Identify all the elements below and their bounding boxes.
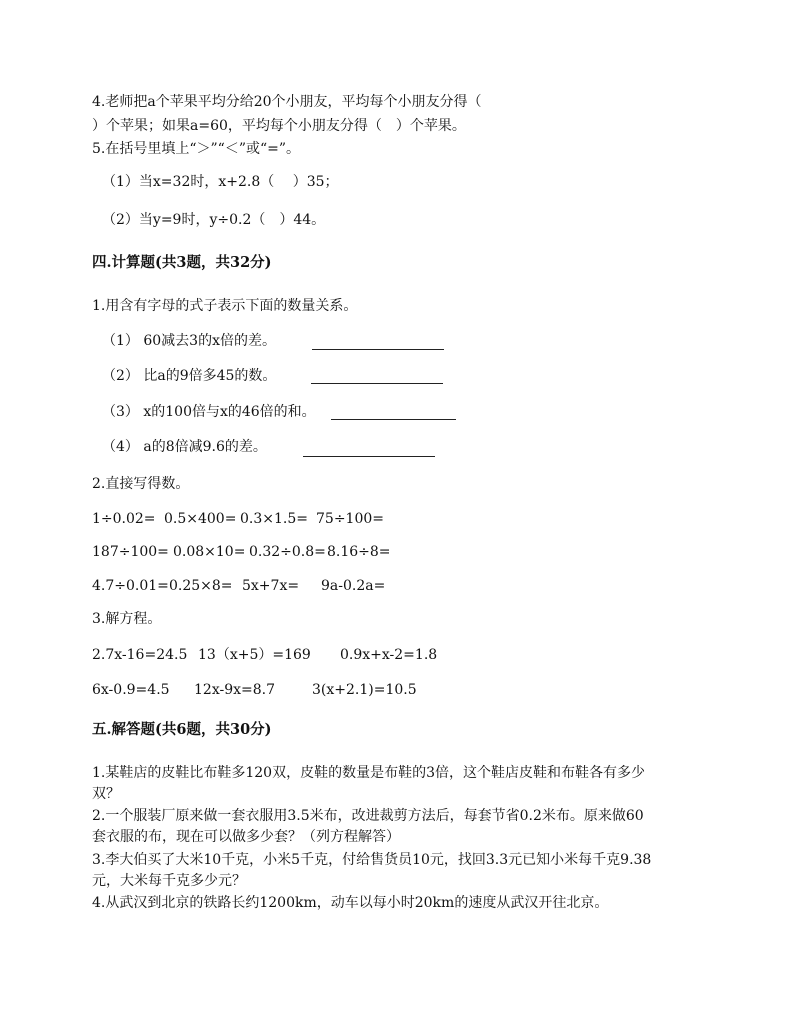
equation-item: 12x-9x=8.7 <box>194 682 275 698</box>
answer-blank-1[interactable] <box>312 349 444 350</box>
word-problem-line: 元，大米每千克多少元？ <box>92 873 246 889</box>
calc-q1-title: 1.用含有字母的式子表示下面的数量关系。 <box>92 298 358 314</box>
calc-q1-item-1: （1） 60减去3的x倍的差。 <box>102 333 276 349</box>
equation-item: 0.9x+x-2=1.8 <box>340 647 438 663</box>
calc-q1-item-3: （3） x的100倍与x的46倍的和。 <box>102 404 316 420</box>
question-5-item-2: （2）当y=9时，y÷0.2（ ）44。 <box>102 212 326 228</box>
oral-calc-item: 0.5×400= <box>164 511 237 527</box>
word-problem-line: 4.从武汉到北京的铁路长约1200km，动车以每小时20km的速度从武汉开往北京。 <box>92 895 609 911</box>
oral-calc-item: 4.7÷0.01= <box>92 578 169 594</box>
equation-item: 13（x+5）=169 <box>198 647 311 663</box>
oral-calc-item: 0.3×1.5= <box>240 511 308 527</box>
oral-calc-item: 5x+7x= <box>242 578 300 594</box>
calc-q1-item-4: （4） a的8倍减9.6的差。 <box>102 439 267 455</box>
calc-q1-item-2: （2） 比a的9倍多45的数。 <box>102 368 277 384</box>
section-4-heading: 四.计算题(共3题，共32分) <box>92 254 272 271</box>
oral-calc-item: 75÷100= <box>316 511 384 527</box>
word-problem-line: 1.某鞋店的皮鞋比布鞋多120双，皮鞋的数量是布鞋的3倍，这个鞋店皮鞋和布鞋各有多少 <box>92 765 645 781</box>
answer-blank-2[interactable] <box>311 383 443 384</box>
calc-q3-title: 3.解方程。 <box>92 611 162 627</box>
equation-item: 3(x+2.1)=10.5 <box>312 682 417 698</box>
word-problem-line: 2.一个服装厂原来做一套衣服用3.5米布，改进裁剪方法后，每套节省0.2米布。原来做60 <box>92 808 644 824</box>
section-5-heading: 五.解答题(共6题，共30分) <box>92 721 272 738</box>
answer-blank-4[interactable] <box>303 456 435 457</box>
oral-calc-item: 0.32÷0.8= <box>249 544 326 560</box>
oral-calc-item: 187÷100= <box>92 544 169 560</box>
equation-item: 6x-0.9=4.5 <box>92 682 170 698</box>
question-4-line-2: ）个苹果；如果a=60，平均每个小朋友分得（ ）个苹果。 <box>92 118 466 134</box>
oral-calc-item: 1÷0.02= <box>92 511 156 527</box>
answer-blank-3[interactable] <box>331 419 456 420</box>
word-problem-line: 套衣服的布，现在可以做多少套？（列方程解答） <box>92 829 400 845</box>
oral-calc-item: 0.08×10= <box>173 544 246 560</box>
equation-item: 2.7x-16=24.5 <box>92 647 188 663</box>
question-5-item-1: （1）当x=32时，x+2.8（ ）35； <box>102 174 339 190</box>
question-4-line-1: 4.老师把a个苹果平均分给20个小朋友，平均每个小朋友分得（ <box>92 94 482 110</box>
word-problem-line: 双？ <box>92 786 120 802</box>
question-5-title: 5.在括号里填上“＞”“＜”或“=”。 <box>92 141 301 157</box>
oral-calc-item: 8.16÷8= <box>327 544 391 560</box>
word-problem-line: 3.李大伯买了大米10千克，小米5千克，付给售货员10元，找回3.3元已知小米每千克9.38 <box>92 852 652 868</box>
oral-calc-item: 9a-0.2a= <box>321 578 386 594</box>
oral-calc-item: 0.25×8= <box>169 578 233 594</box>
calc-q2-title: 2.直接写得数。 <box>92 476 190 492</box>
